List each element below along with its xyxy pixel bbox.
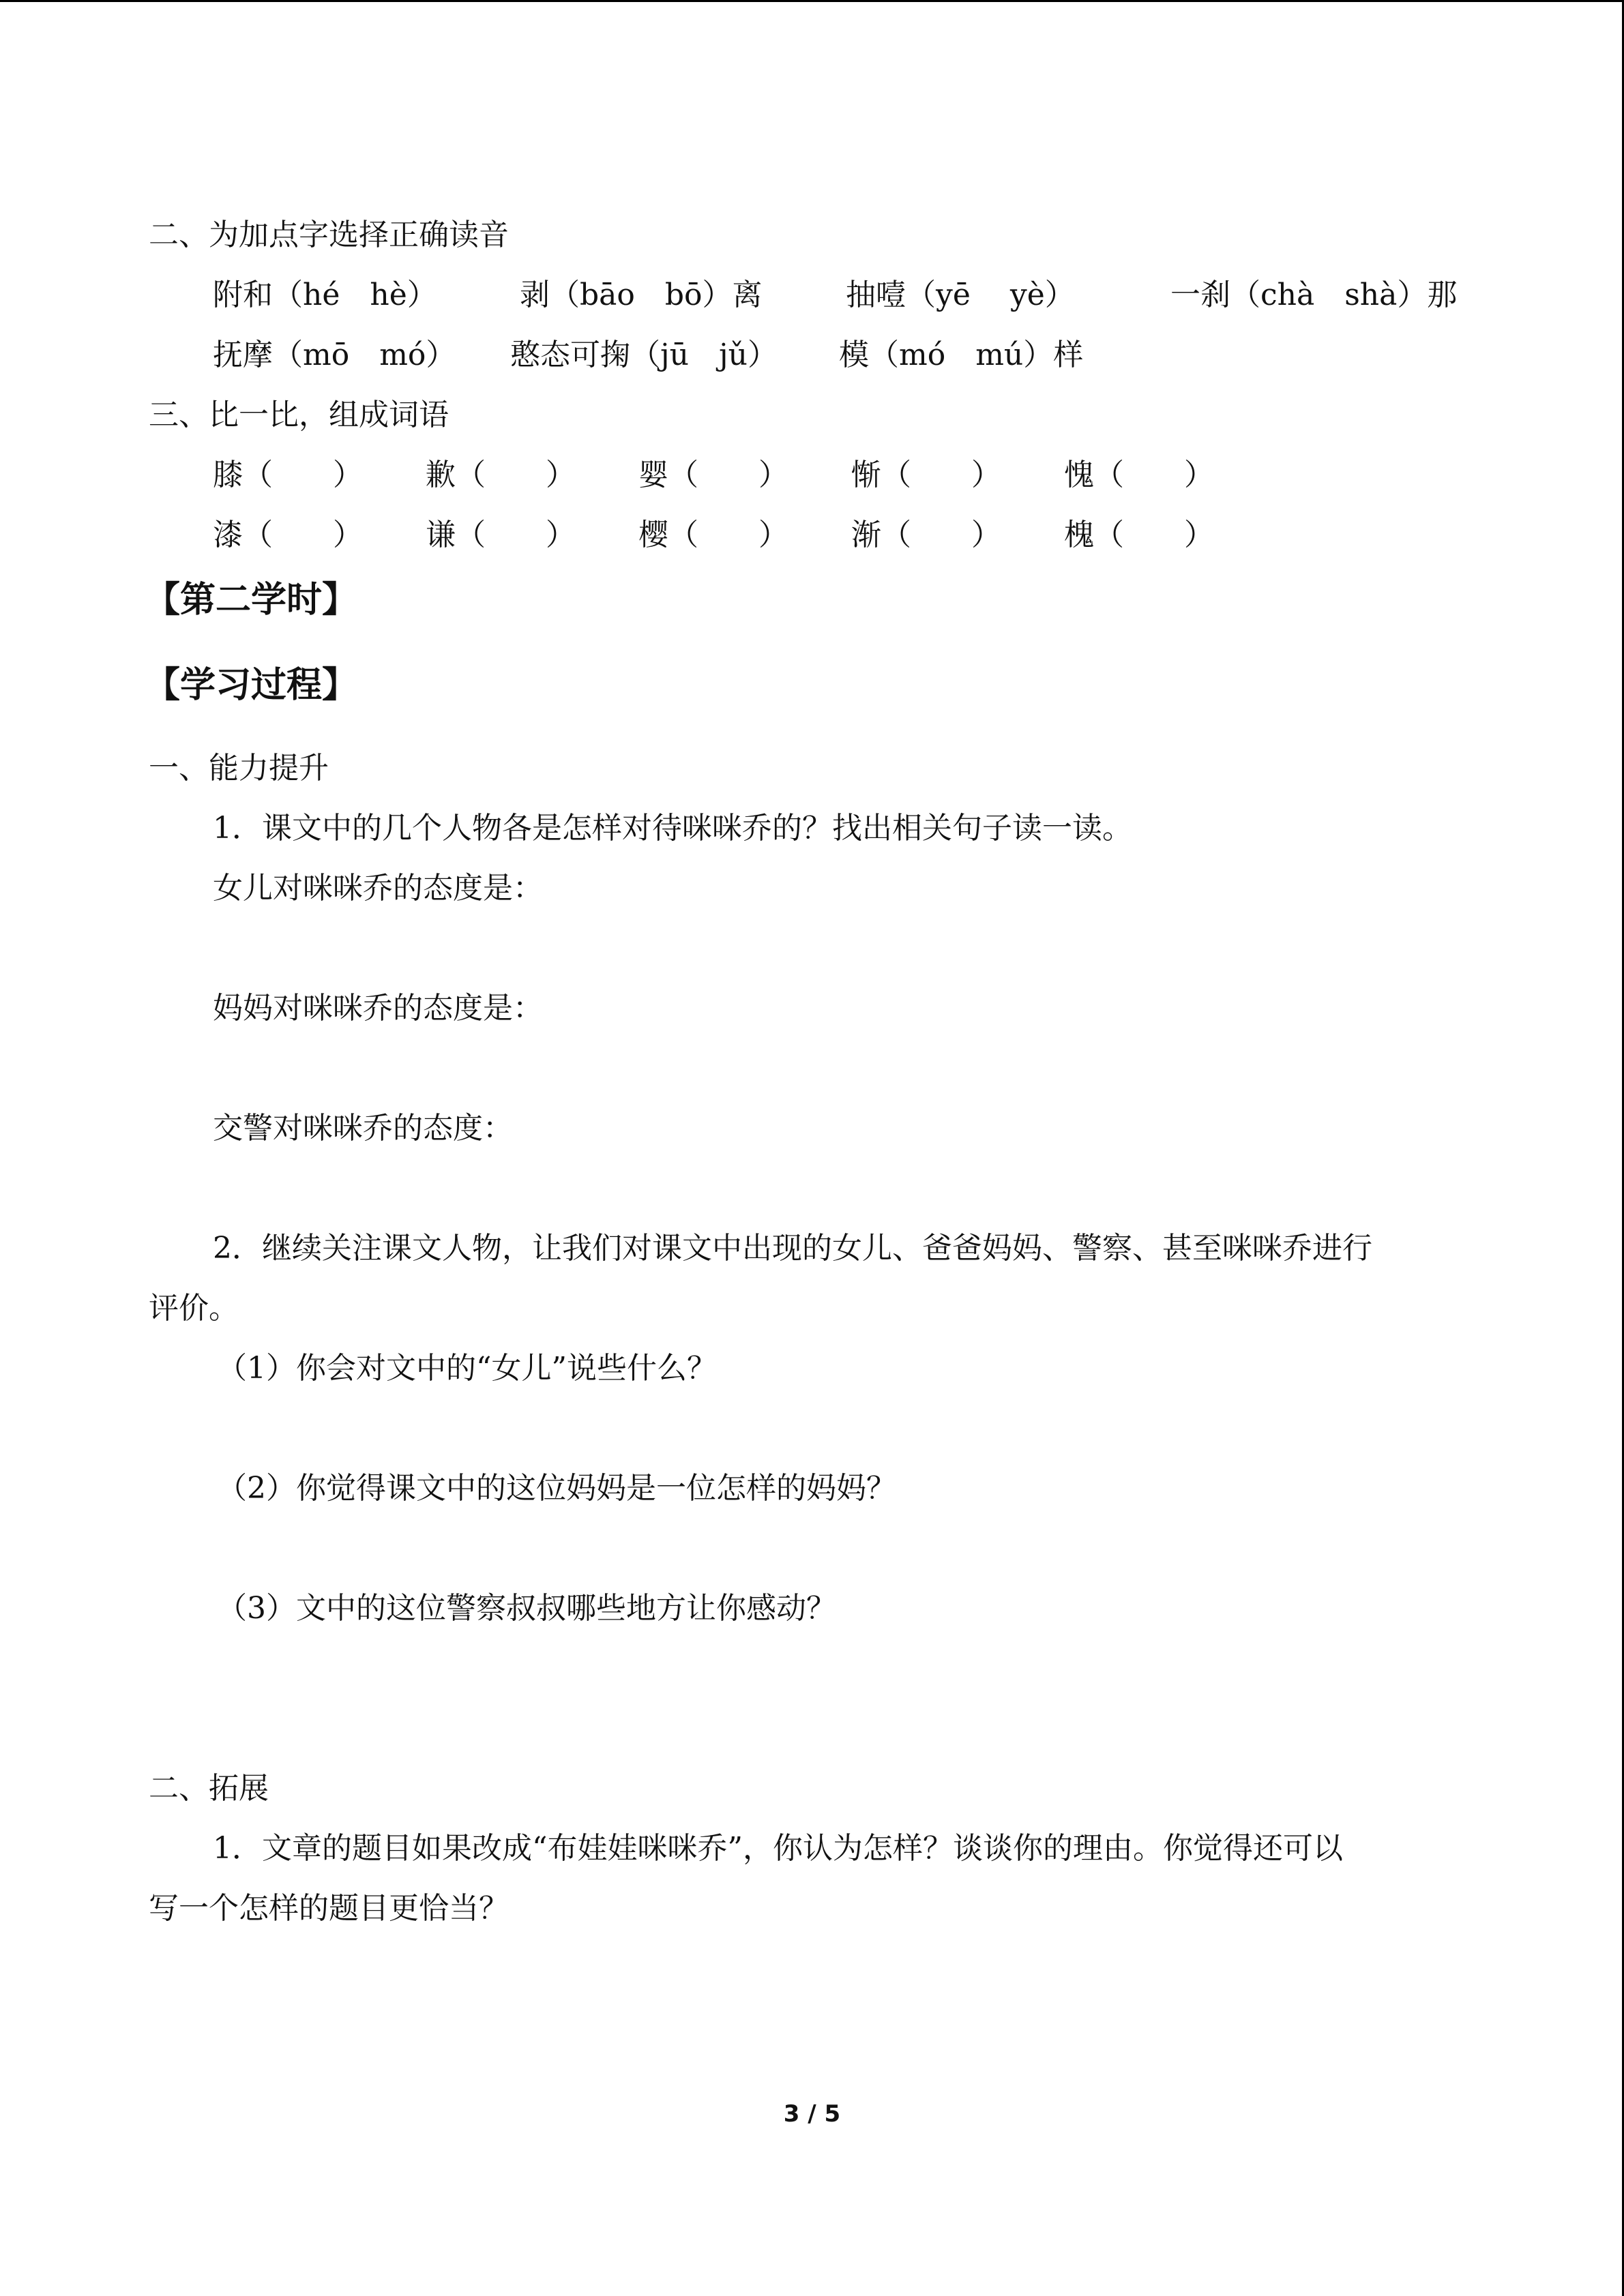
sub-question-2: （2）你觉得课文中的这位妈妈是一位怎样的妈妈？ (217, 1471, 896, 1506)
question-1: 1．课文中的几个人物各是怎样对待咪咪乔的？找出相关句子读一读。 (213, 811, 1132, 846)
word-item: 膝（ ） (213, 458, 363, 492)
top-border (0, 0, 1624, 2)
pinyin-item: 模（mó mú）样 (839, 338, 1084, 372)
word-item: 樱（ ） (638, 518, 788, 552)
pinyin-item: 抚摩（mō mó） (213, 338, 456, 372)
pinyin-item: 一刹（chà shà）那 (1170, 278, 1458, 312)
extension-question-line2: 写一个怎样的题目更恰当？ (149, 1891, 509, 1926)
word-item: 谦（ ） (426, 518, 576, 552)
pinyin-item: 附和（hé hè） (213, 278, 437, 312)
word-item: 愧（ ） (1064, 458, 1214, 492)
sub-question-1: （1）你会对文中的“女儿”说些什么？ (217, 1351, 717, 1386)
police-attitude-label: 交警对咪咪乔的态度： (213, 1111, 513, 1146)
pinyin-item: 憨态可掬（jū jǔ） (510, 338, 778, 372)
word-item: 歉（ ） (426, 458, 576, 492)
word-item: 婴（ ） (638, 458, 788, 492)
sub-question-3: （3）文中的这位警察叔叔哪些地方让你感动？ (217, 1591, 836, 1626)
question-2-line1: 2．继续关注课文人物，让我们对课文中出现的女儿、爸爸妈妈、警察、甚至咪咪乔进行 (213, 1231, 1372, 1266)
section2-title: 二、为加点字选择正确读音 (149, 218, 509, 252)
part1-title: 一、能力提升 (149, 751, 329, 786)
heading-second-period: 【第二学时】 (145, 580, 358, 621)
question-2-line2: 评价。 (149, 1291, 239, 1326)
word-item: 惭（ ） (851, 458, 1001, 492)
page-number: 3 / 5 (783, 2100, 841, 2128)
pinyin-item: 剥（bāo bō）离 (520, 278, 763, 312)
part2-title: 二、拓展 (149, 1771, 269, 1806)
word-item: 槐（ ） (1064, 518, 1214, 552)
section3-title: 三、比一比，组成词语 (149, 398, 449, 432)
heading-learning-process: 【学习过程】 (145, 665, 358, 706)
pinyin-item: 抽噎（yē yè） (846, 278, 1075, 312)
extension-question-line1: 1．文章的题目如果改成“布娃娃咪咪乔”，你认为怎样？谈谈你的理由。你觉得还可以 (213, 1831, 1343, 1866)
word-item: 渐（ ） (851, 518, 1001, 552)
daughter-attitude-label: 女儿对咪咪乔的态度是： (213, 871, 543, 906)
word-item: 漆（ ） (213, 518, 363, 552)
mother-attitude-label: 妈妈对咪咪乔的态度是： (213, 991, 543, 1026)
